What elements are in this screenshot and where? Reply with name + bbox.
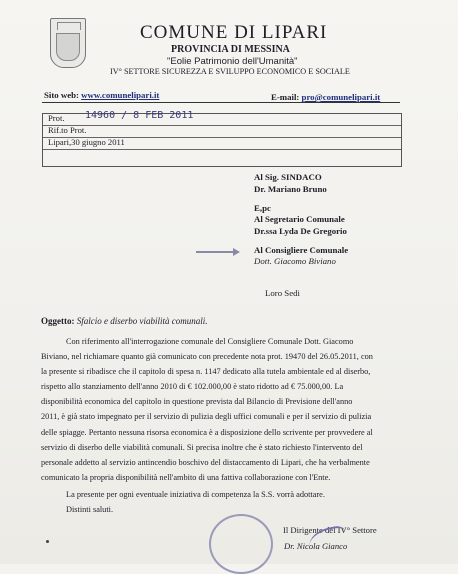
body-line: La presente per ogni eventuale iniziativa di competenza la S.S. vorrà adottare. — [66, 490, 325, 499]
body-line: Distinti saluti. — [66, 505, 114, 514]
letterhead-motto: "Eolie Patrimonio dell'Umanità" — [167, 56, 298, 67]
recipient-cc-label: E,pc — [254, 203, 271, 213]
protocol-stamp: 14960 / 8 FEB 2011 — [85, 110, 194, 121]
official-seal-icon — [209, 514, 273, 574]
body-line: comunicato la propria disponibilità nell'ambito di una fattiva collaborazione con l'Ente. — [41, 473, 331, 482]
recipient-secretary-name: Dr.ssa Lyda De Gregorio — [254, 226, 347, 236]
body-line: Con riferimento all'interrogazione comunale del Consigliere Comunale Dott. Giacomo — [66, 337, 354, 346]
municipal-crest-icon — [50, 18, 86, 68]
body-line: delle spiagge. Pertanto nessuna risorsa economica è a disposizione dello scrivente per provvedere al — [41, 428, 373, 437]
recipient-secretary: Al Segretario Comunale — [254, 214, 345, 224]
recipient-mayor-name: Dr. Mariano Bruno — [254, 184, 327, 194]
letterhead-province: PROVINCIA DI MESSINA — [171, 44, 290, 55]
loro-sedi: Loro Sedi — [265, 288, 300, 298]
recipient-mayor: Al Sig. SINDACO — [254, 172, 322, 182]
subject-text: Sfalcio e diserbo viabilità comunali. — [76, 316, 208, 326]
reference-label: Rif.to Prot. — [48, 125, 87, 135]
body-line: 2011, è già stato impegnato per il servizio di pulizia degli uffici comunali e per il servizio di pulizia — [41, 412, 372, 421]
protocol-label: Prot. — [48, 113, 65, 123]
body-line: rispetto allo stanziamento dell'anno 2010 di € 102.000,00 è stato ridotto ad € 75.000,00. La — [41, 382, 344, 391]
website-link[interactable]: www.comunelipari.it — [81, 90, 160, 100]
email-link[interactable]: pro@comunelipari.it — [301, 92, 381, 102]
website-label: Sito web: — [44, 90, 82, 100]
email-label: E-mail: — [271, 92, 302, 102]
recipient-councillor: Al Consigliere Comunale — [254, 245, 349, 255]
subject-line — [41, 316, 207, 326]
subject-label: Oggetto: — [41, 316, 77, 326]
recipient-councillor-name: Dott. Giacomo Biviano — [254, 256, 336, 266]
margin-dot — [46, 540, 49, 543]
header-divider — [42, 102, 400, 103]
letterhead-department: IV° SETTORE SICUREZZA E SVILUPPO ECONOMICO E SOCIALE — [110, 67, 350, 76]
body-line: la presente si ribadisce che il capitolo di spesa n. 1147 dedicato alla tutela ambientale ed al diserbo, — [41, 367, 371, 376]
website-line — [44, 90, 159, 100]
signatory-name: Dr. Nicola Gianco — [284, 541, 348, 551]
body-line: disponibilità economica del capitolo in questione prevista dal Bilancio di Previsione dell'anno — [41, 397, 353, 406]
signatory-title: Il Dirigente del IV° Settore — [283, 525, 377, 535]
letter-date: Lipari,30 giugno 2011 — [48, 137, 125, 147]
body-line: personale addetto al servizio antincendio boschivo del distaccamento di Lipari, che ha verbalmente — [41, 458, 370, 467]
body-line: servizio di diserbo delle viabilità comunali. Si precisa inoltre che è stato richiesto l'intervento del — [41, 443, 363, 452]
arrow-right-icon — [196, 248, 240, 256]
email-line — [271, 92, 380, 102]
letterhead-title: COMUNE DI LIPARI — [140, 22, 328, 43]
body-line: Biviano, nel richiamare quanto già comunicato con precedente nota prot. 19470 del 26.05.2011, con — [41, 352, 373, 361]
